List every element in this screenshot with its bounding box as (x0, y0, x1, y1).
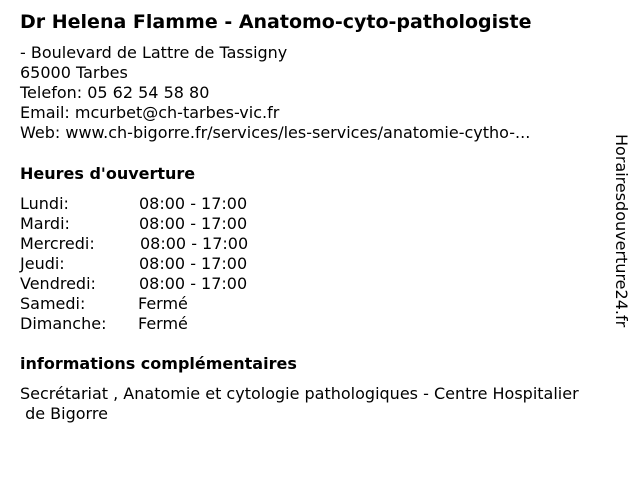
info-line: Secrétariat , Anatomie et cytologie pathologiques - Centre Hospitalier (20, 384, 579, 403)
day-label: Jeudi: (20, 254, 65, 273)
contact-block (20, 43, 530, 143)
phone-text: Telefon: 05 62 54 58 80 (20, 83, 210, 102)
day-label: Mercredi: (20, 234, 95, 253)
day-label: Vendredi: (20, 274, 96, 293)
time-value: 08:00 - 17:00 (139, 274, 248, 293)
site-watermark (611, 134, 631, 344)
additional-info-heading: informations complémentaires (20, 354, 297, 373)
time-value: 08:00 - 17:00 (139, 214, 248, 233)
web-text: Web: www.ch-bigorre.fr/services/les-services/anatomie-cytho-... (20, 123, 531, 142)
city-text: 65000 Tarbes (20, 63, 128, 82)
additional-info-text (20, 384, 635, 424)
time-value: 08:00 - 17:00 (139, 194, 248, 213)
day-label: Samedi: (20, 294, 86, 313)
address-text: - Boulevard de Lattre de Tassigny (20, 43, 288, 62)
time-value: Fermé (138, 314, 188, 333)
day-label: Mardi: (20, 214, 70, 233)
day-label: Lundi: (20, 194, 69, 213)
time-value: 08:00 - 17:00 (139, 254, 248, 273)
watermark-text: Horairesdouverture24.fr (612, 134, 631, 328)
info-line: de Bigorre (20, 404, 108, 423)
time-value: 08:00 - 17:00 (140, 234, 249, 253)
time-value: Fermé (138, 294, 188, 313)
opening-hours-heading: Heures d'ouverture (20, 164, 196, 183)
day-label: Dimanche: (20, 314, 107, 333)
email-text: Email: mcurbet@ch-tarbes-vic.fr (20, 103, 280, 122)
page-title: Dr Helena Flamme - Anatomo-cyto-pathologiste (20, 11, 532, 33)
